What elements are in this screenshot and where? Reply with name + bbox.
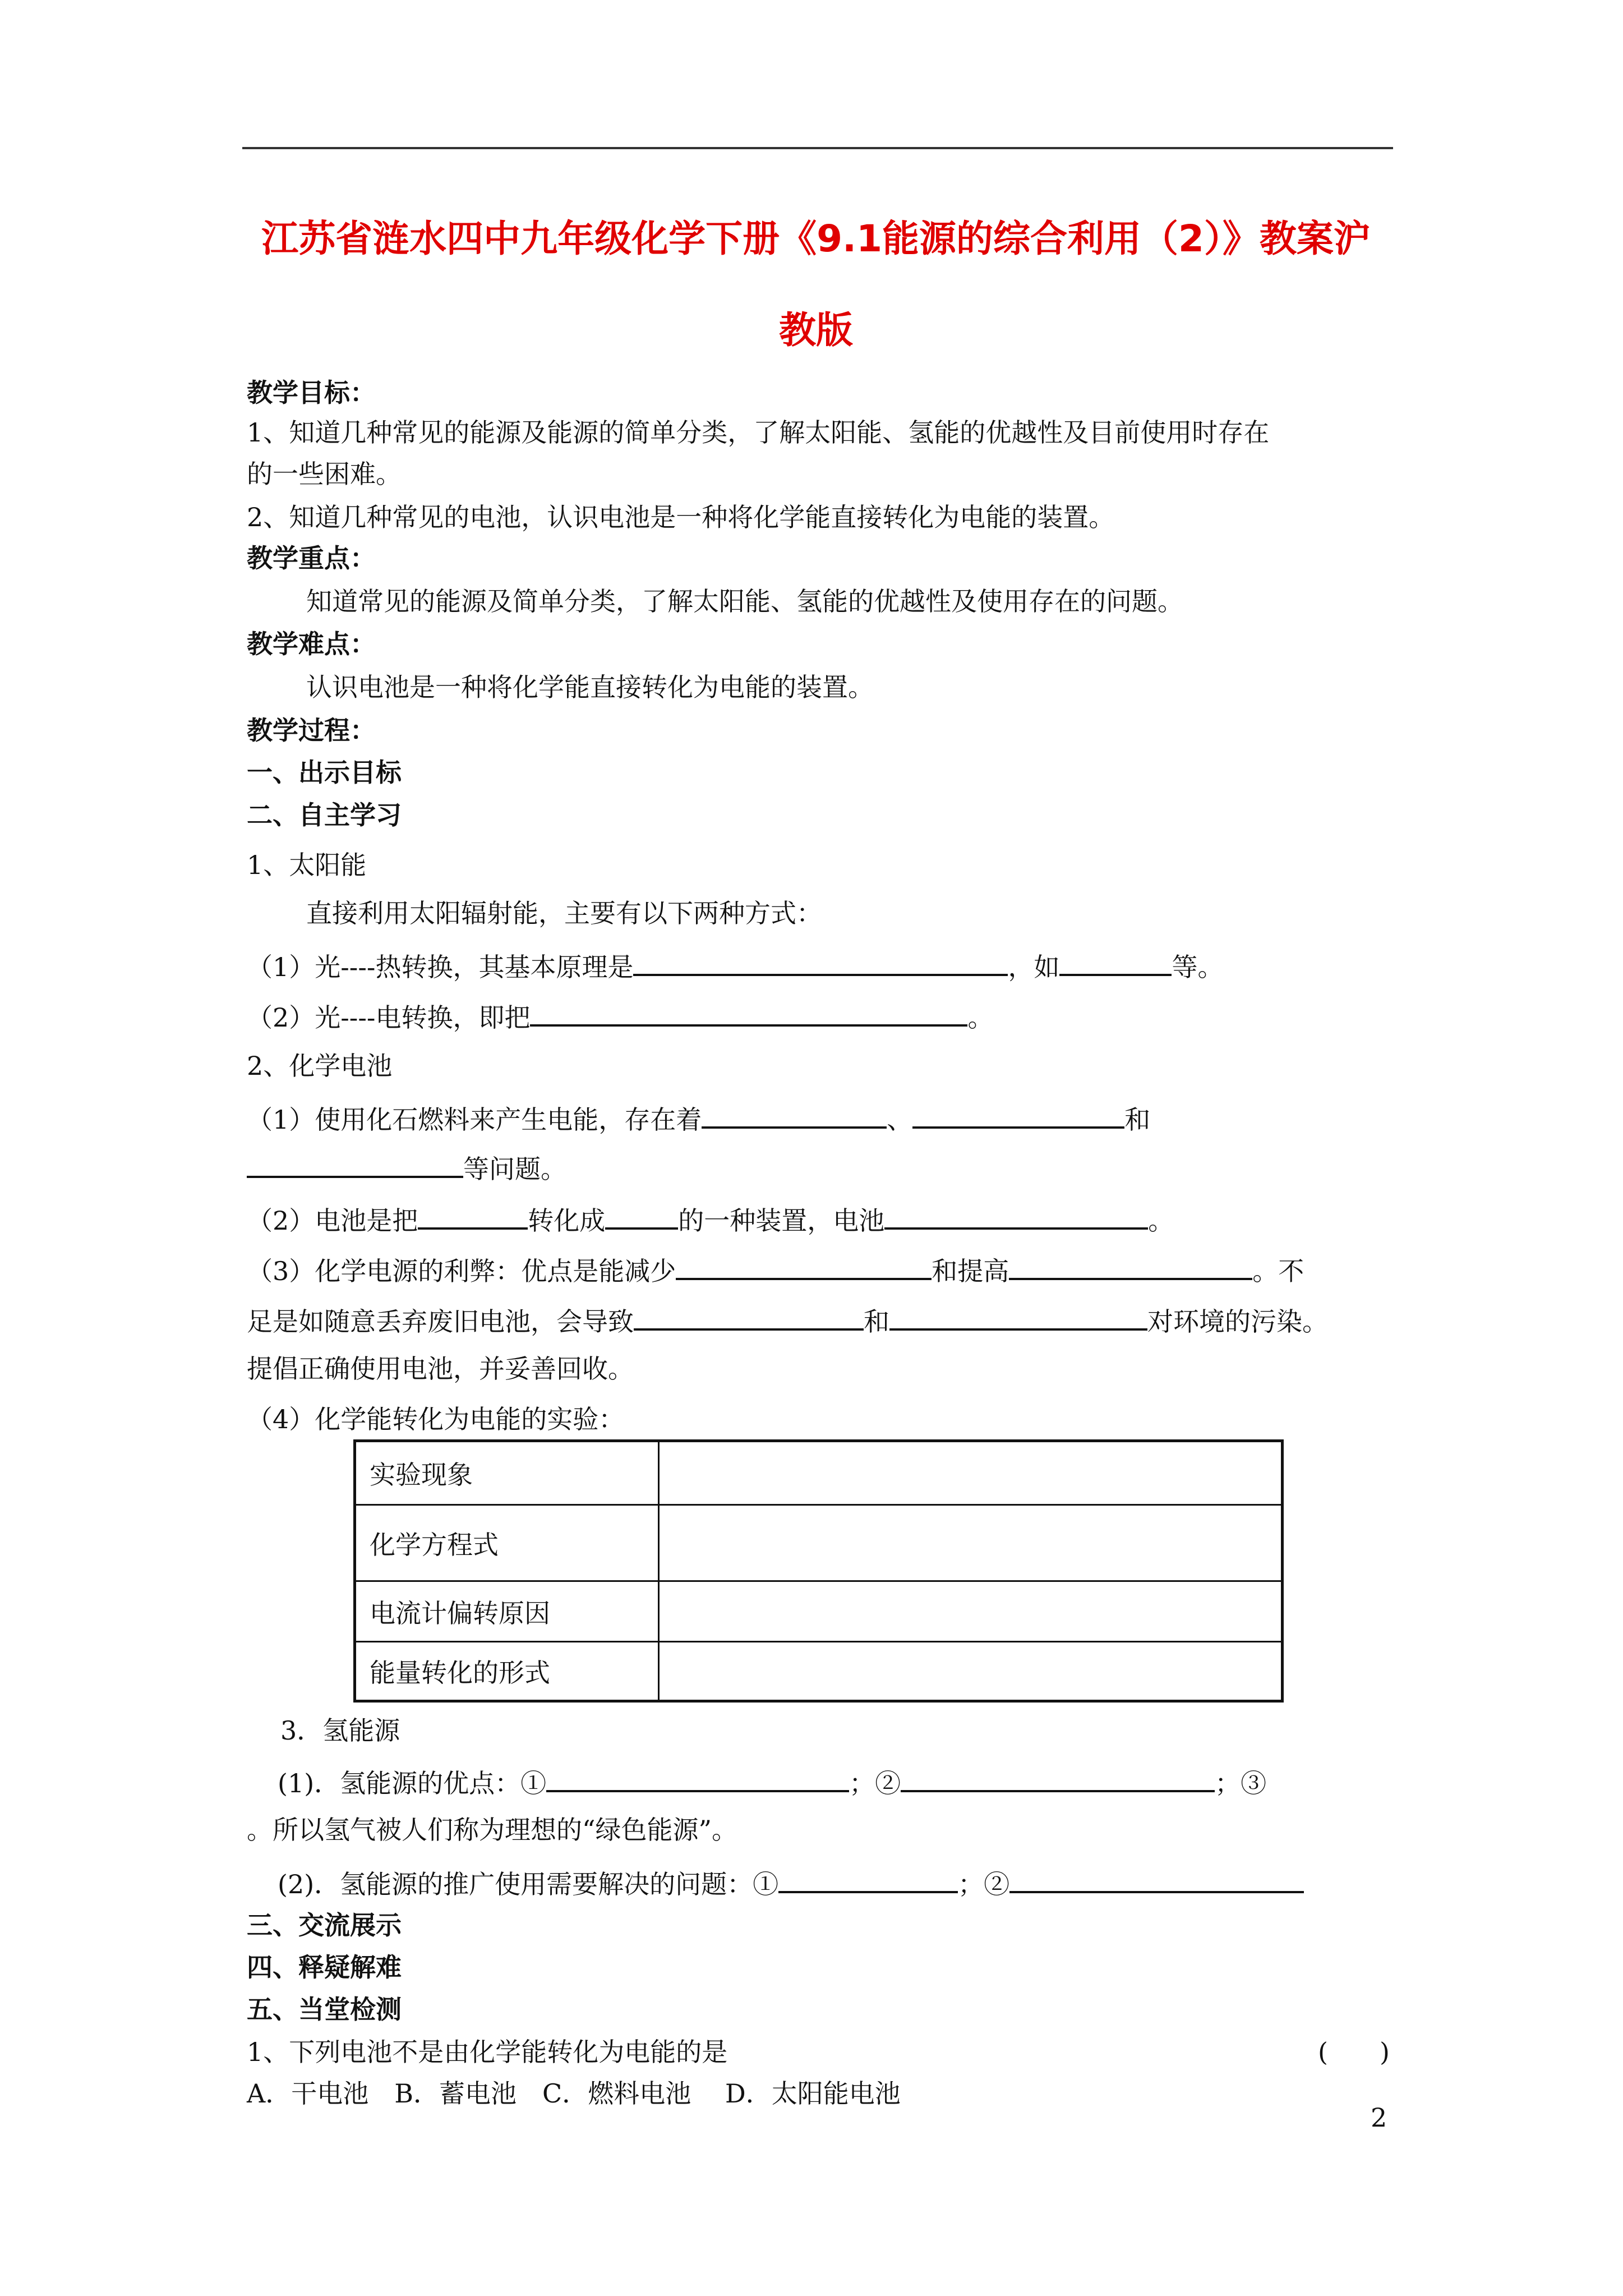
- section-2-heading: 二、自主学习: [247, 800, 402, 830]
- objective-2: 2、知道几种常见的电池，认识电池是一种将化学能直接转化为电能的装置。: [247, 502, 1115, 532]
- answer-blank: [884, 1202, 1148, 1230]
- objective-1: 1、知道几种常见的能源及能源的简单分类，了解太阳能、氢能的优越性及目前使用时存在: [247, 417, 1270, 448]
- section-3-heading: 三、交流展示: [247, 1910, 402, 1940]
- table-row-label: 化学方程式: [355, 1505, 659, 1581]
- battery-question-3-end: 提倡正确使用电池，并妥善回收。: [247, 1354, 634, 1384]
- objectives-heading: 教学目标：: [247, 378, 376, 408]
- answer-blank: [901, 1764, 1215, 1792]
- answer-cell: [659, 1581, 1283, 1642]
- answer-parentheses: ( ): [1318, 2037, 1390, 2067]
- battery-question-1: （1）使用化石燃料来产生电能，存在着 、 和: [247, 1101, 1150, 1137]
- table-row-label: 实验现象: [355, 1441, 659, 1505]
- hydrogen-question-2: (2)．氢能源的推广使用需要解决的问题：① ；②: [278, 1865, 1304, 1901]
- answer-blank: [912, 1101, 1124, 1129]
- section-4-heading: 四、释疑解难: [247, 1952, 402, 1982]
- answer-blank: [702, 1101, 887, 1129]
- solar-heading: 1、太阳能: [247, 850, 367, 880]
- table-row: [355, 1505, 1283, 1581]
- answer-blank: [676, 1252, 932, 1280]
- answer-blank: [605, 1202, 678, 1230]
- difficulties-heading: 教学难点：: [247, 629, 376, 659]
- solar-question-1: （1）光----热转换，其基本原理是 ，如 等。: [247, 948, 1223, 984]
- section-5-heading: 五、当堂检测: [247, 1994, 402, 2024]
- answer-cell: [659, 1642, 1283, 1701]
- answer-blank: [634, 1303, 864, 1331]
- section-1-heading: 一、出示目标: [247, 757, 402, 788]
- difficulties-text: 认识电池是一种将化学能直接转化为电能的装置。: [306, 672, 874, 702]
- battery-question-1-continued: 等问题。: [247, 1150, 566, 1186]
- answer-cell: [659, 1441, 1283, 1505]
- header-rule: [242, 147, 1393, 149]
- battery-question-4: （4）化学能转化为电能的实验：: [247, 1404, 625, 1434]
- process-heading: 教学过程：: [247, 715, 376, 746]
- table-row: [355, 1642, 1283, 1701]
- table-row: [355, 1441, 1283, 1505]
- table-row: [355, 1581, 1283, 1642]
- objective-1-continued: 的一些困难。: [247, 459, 402, 489]
- table-row-label: 电流计偏转原因: [355, 1581, 659, 1642]
- document-title: 江苏省涟水四中九年级化学下册《9.1能源的综合利用（2）》教案沪: [261, 217, 1371, 260]
- battery-heading: 2、化学电池: [247, 1051, 393, 1081]
- solar-question-2: （2）光----电转换，即把 。: [247, 999, 993, 1034]
- battery-question-3-continued: 足是如随意丢弃废旧电池，会导致 和 对环境的污染。: [247, 1303, 1328, 1338]
- quiz-options: A．干电池 B．蓄电池 C．燃料电池 D．太阳能电池: [247, 2078, 901, 2109]
- quiz-question-1: 1、下列电池不是由化学能转化为电能的是: [247, 2037, 728, 2067]
- solar-intro: 直接利用太阳辐射能，主要有以下两种方式：: [306, 898, 822, 928]
- page-number: 2: [1371, 2102, 1387, 2133]
- answer-blank: [1009, 1865, 1304, 1893]
- answer-blank: [418, 1202, 528, 1230]
- hydrogen-heading: 3．氢能源: [280, 1715, 400, 1746]
- key-points-text: 知道常见的能源及简单分类，了解太阳能、氢能的优越性及使用存在的问题。: [306, 586, 1183, 616]
- table-row-label: 能量转化的形式: [355, 1642, 659, 1701]
- answer-blank: [778, 1865, 958, 1893]
- hydrogen-question-1-continued: 。所以氢气被人们称为理想的“绿色能源”。: [247, 1815, 738, 1845]
- key-points-heading: 教学重点：: [247, 543, 376, 573]
- answer-cell: [659, 1505, 1283, 1581]
- answer-blank: [1009, 1252, 1252, 1280]
- battery-question-2: （2）电池是把 转化成 的一种装置，电池 。: [247, 1202, 1174, 1237]
- answer-blank: [530, 999, 967, 1027]
- answer-blank: [633, 948, 1008, 976]
- answer-blank: [247, 1150, 463, 1178]
- hydrogen-question-1: (1)．氢能源的优点：① ；② ；③: [278, 1764, 1266, 1800]
- answer-blank: [889, 1303, 1147, 1331]
- experiment-table: [353, 1439, 1284, 1703]
- document-title-continued: 教版: [779, 309, 853, 352]
- battery-question-3: （3）化学电源的利弊：优点是能减少 和提高 。不: [247, 1252, 1304, 1288]
- answer-blank: [546, 1764, 849, 1792]
- answer-blank: [1059, 948, 1172, 976]
